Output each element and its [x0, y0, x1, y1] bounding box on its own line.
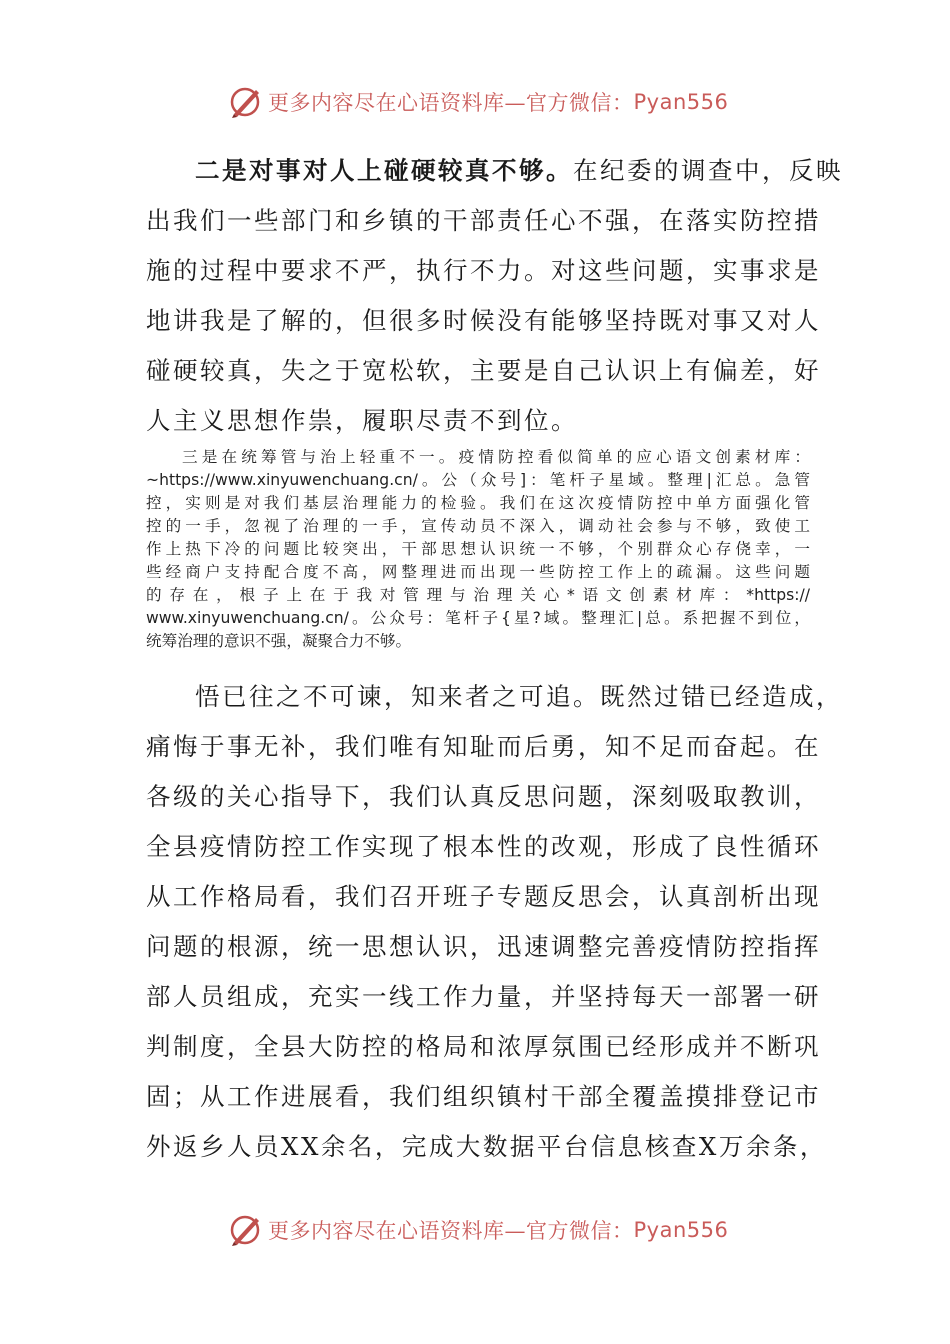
body-line: 碰硬较真，失之于宽松软，主要是自己认识上有偏差，好	[146, 356, 821, 385]
body-line: 地讲我是了解的，但很多时候没有能够坚持既对事又对人	[146, 306, 821, 335]
body-line: 施的过程中要求不严，执行不力。对这些问题，实事求是	[146, 256, 821, 285]
paragraph-heading: 二是对事对人上碰硬较真不够。	[195, 156, 573, 185]
wechat-id: Pyan556	[633, 90, 729, 114]
body-line: 人主义思想作祟，履职尽责不到位。	[146, 406, 578, 435]
body-line: 判制度，全县大防控的格局和浓厚氛围已经形成并不断巩	[146, 1032, 821, 1061]
small-line: 控，实则是对我们基层治理能力的检验。我们在这次疫情防控中单方面强化管	[146, 494, 810, 512]
body-line: 问题的根源，统一思想认识，迅速调整完善疫情防控指挥	[146, 932, 821, 961]
small-line: 三是在统筹管与治上轻重不一。疫情防控看似简单的应心语文创素材库：	[182, 448, 810, 466]
body-line: 出我们一些部门和乡镇的干部责任心不强，在落实防控措	[146, 206, 821, 235]
banner-text: 更多内容尽在心语资料库—官方微信：	[268, 91, 634, 115]
small-line: 些经商户支持配合度不高，网整理进而出现一些防控工作上的疏漏。这些问题	[146, 563, 810, 581]
small-line: 的存在，根子上在于我对管理与治理关心*语文创素材库：*https://	[146, 586, 810, 604]
body-line: 部人员组成，充实一线工作力量，并坚持每天一部署一研	[146, 982, 821, 1011]
pen-logo-icon	[228, 1212, 264, 1248]
body-line: 固；从工作进展看，我们组织镇村干部全覆盖摸排登记市	[146, 1082, 821, 1111]
body-line: 全县疫情防控工作实现了根本性的改观，形成了良性循环	[146, 832, 821, 861]
small-line: www.xinyuwenchuang.cn/。公众号：笔杆子{星?域。整理汇|总。系把握不到位，	[146, 609, 810, 627]
small-line: ~https://www.xinyuwenchuang.cn/。公（众号]：笔杆子星域。整理|汇总。急管	[146, 471, 810, 489]
footer-banner	[228, 1210, 748, 1250]
body-line: 痛悔于事无补，我们唯有知耻而后勇，知不足而奋起。在	[146, 732, 821, 761]
body-line: 外返乡人员XX余名，完成大数据平台信息核查X万余条，	[146, 1132, 827, 1161]
small-line: 作上热下冷的问题比较突出，干部思想认识统一不够，个别群众心存侥幸，一	[146, 540, 810, 558]
pen-logo-icon	[228, 84, 264, 120]
small-line: 统筹治理的意识不强，凝聚合力不够。	[146, 632, 412, 650]
body-line: 悟已往之不可谏，知来者之可追。既然过错已经造成，	[195, 682, 843, 711]
small-line: 控的一手，忽视了治理的一手，宣传动员不深入，调动社会参与不够，致使工	[146, 517, 810, 535]
header-banner	[228, 82, 748, 122]
body-line: 从工作格局看，我们召开班子专题反思会，认真剖析出现	[146, 882, 821, 911]
wechat-id: Pyan556	[633, 1218, 729, 1242]
body-line: 各级的关心指导下，我们认真反思问题，深刻吸取教训，	[146, 782, 821, 811]
banner-text: 更多内容尽在心语资料库—官方微信：	[268, 1219, 634, 1243]
body-line: 二是对事对人上碰硬较真不够。在纪委的调查中，反映	[195, 156, 843, 185]
